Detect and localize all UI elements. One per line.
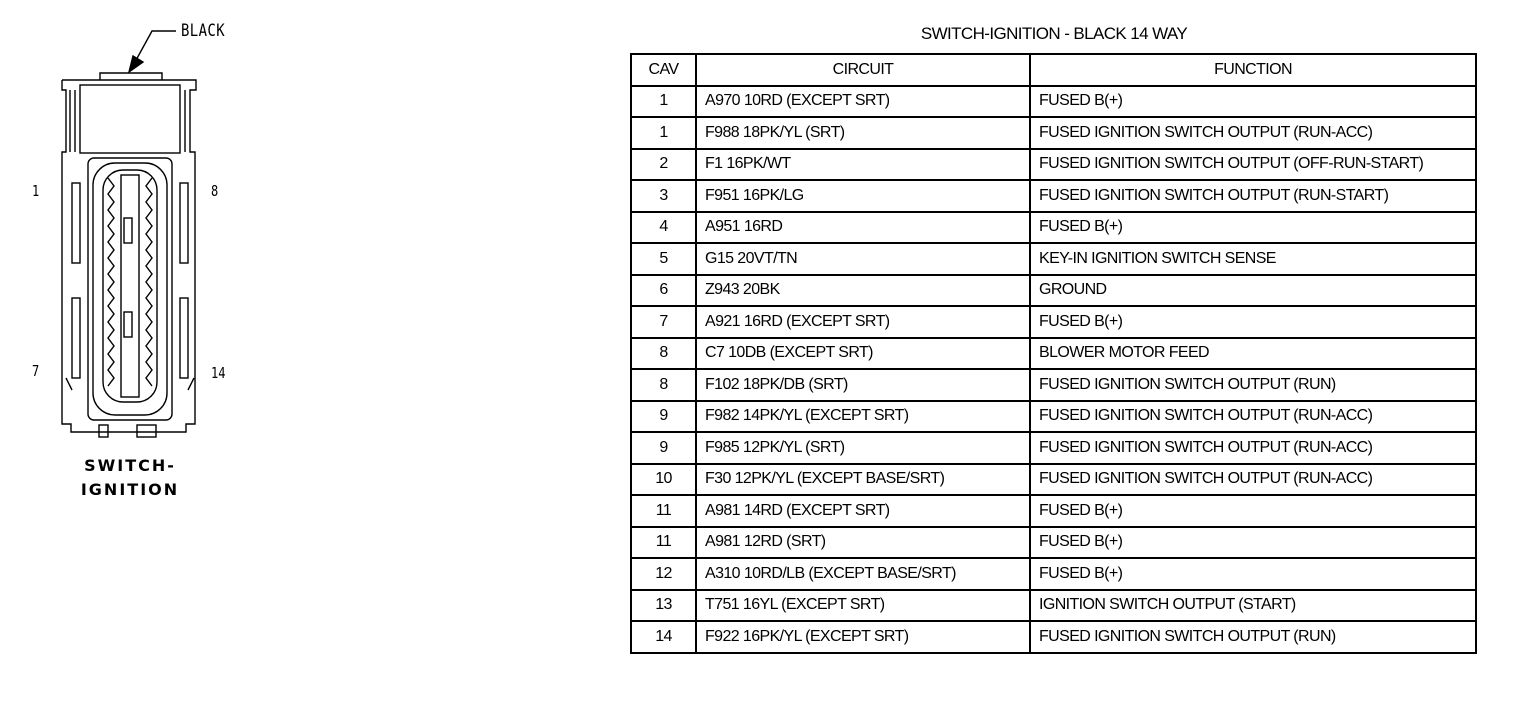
cav-cell: 8 [631, 338, 696, 370]
table-row [631, 621, 1476, 653]
table-row [631, 149, 1476, 181]
circuit-cell: F102 18PK/DB (SRT) [696, 369, 1030, 401]
circuit-cell: F982 14PK/YL (EXCEPT SRT) [696, 401, 1030, 433]
function-cell: FUSED B(+) [1030, 495, 1476, 527]
function-cell: KEY-IN IGNITION SWITCH SENSE [1030, 243, 1476, 275]
cav-cell: 14 [631, 621, 696, 653]
connector-housing [62, 73, 196, 437]
function-cell: FUSED B(+) [1030, 86, 1476, 118]
pinout-body [631, 86, 1476, 653]
connector-drawing [0, 0, 300, 520]
function-cell: FUSED IGNITION SWITCH OUTPUT (RUN-ACC) [1030, 432, 1476, 464]
cav-cell: 3 [631, 180, 696, 212]
table-row [631, 401, 1476, 433]
header-cav: CAV [631, 54, 696, 86]
function-cell: FUSED B(+) [1030, 306, 1476, 338]
circuit-cell: C7 10DB (EXCEPT SRT) [696, 338, 1030, 370]
pinout-table [630, 53, 1477, 654]
cav-cell: 8 [631, 369, 696, 401]
circuit-cell: A981 14RD (EXCEPT SRT) [696, 495, 1030, 527]
circuit-cell: G15 20VT/TN [696, 243, 1030, 275]
function-cell: FUSED IGNITION SWITCH OUTPUT (OFF-RUN-START) [1030, 149, 1476, 181]
cav-cell: 9 [631, 401, 696, 433]
connector-figure [0, 0, 300, 520]
circuit-cell: A951 16RD [696, 212, 1030, 244]
cav-cell: 7 [631, 306, 696, 338]
table-row [631, 275, 1476, 307]
circuit-cell: F1 16PK/WT [696, 149, 1030, 181]
header-function: FUNCTION [1030, 54, 1476, 86]
table-header-row [631, 54, 1476, 86]
function-cell: FUSED IGNITION SWITCH OUTPUT (RUN) [1030, 369, 1476, 401]
circuit-cell: F951 16PK/LG [696, 180, 1030, 212]
cav-cell: 9 [631, 432, 696, 464]
cav-cell: 2 [631, 149, 696, 181]
table-row [631, 369, 1476, 401]
cav-cell: 1 [631, 86, 696, 118]
function-cell: FUSED IGNITION SWITCH OUTPUT (RUN-ACC) [1030, 464, 1476, 496]
circuit-cell: A981 12RD (SRT) [696, 527, 1030, 559]
function-cell: FUSED IGNITION SWITCH OUTPUT (RUN) [1030, 621, 1476, 653]
circuit-cell: F922 16PK/YL (EXCEPT SRT) [696, 621, 1030, 653]
function-cell: FUSED IGNITION SWITCH OUTPUT (RUN-ACC) [1030, 401, 1476, 433]
table-row [631, 306, 1476, 338]
table-row [631, 464, 1476, 496]
cav-cell: 4 [631, 212, 696, 244]
table-row [631, 558, 1476, 590]
table-row [631, 590, 1476, 622]
function-cell: FUSED IGNITION SWITCH OUTPUT (RUN-ACC) [1030, 117, 1476, 149]
cavity-column [103, 170, 157, 402]
cav-cell: 1 [631, 117, 696, 149]
cav-cell: 13 [631, 590, 696, 622]
table-row [631, 243, 1476, 275]
circuit-cell: F985 12PK/YL (SRT) [696, 432, 1030, 464]
table-row [631, 86, 1476, 118]
function-cell: BLOWER MOTOR FEED [1030, 338, 1476, 370]
header-circuit: CIRCUIT [696, 54, 1030, 86]
table-row [631, 117, 1476, 149]
circuit-cell: A970 10RD (EXCEPT SRT) [696, 86, 1030, 118]
function-cell: FUSED IGNITION SWITCH OUTPUT (RUN-START) [1030, 180, 1476, 212]
pin-label-7: 7 [32, 362, 40, 380]
table-row [631, 212, 1476, 244]
function-cell: IGNITION SWITCH OUTPUT (START) [1030, 590, 1476, 622]
pin-label-14: 14 [211, 364, 226, 382]
cav-cell: 6 [631, 275, 696, 307]
function-cell: FUSED B(+) [1030, 558, 1476, 590]
cav-cell: 12 [631, 558, 696, 590]
function-cell: FUSED B(+) [1030, 527, 1476, 559]
cav-cell: 5 [631, 243, 696, 275]
cav-cell: 10 [631, 464, 696, 496]
table-row [631, 338, 1476, 370]
function-cell: GROUND [1030, 275, 1476, 307]
table-row [631, 527, 1476, 559]
table-row [631, 432, 1476, 464]
function-cell: FUSED B(+) [1030, 212, 1476, 244]
pin-label-8: 8 [211, 182, 219, 200]
circuit-cell: T751 16YL (EXCEPT SRT) [696, 590, 1030, 622]
callout-arrow [129, 31, 176, 72]
circuit-cell: A921 16RD (EXCEPT SRT) [696, 306, 1030, 338]
circuit-cell: F988 18PK/YL (SRT) [696, 117, 1030, 149]
table-row [631, 180, 1476, 212]
cav-cell: 11 [631, 495, 696, 527]
connector-name-line2: IGNITION [80, 480, 180, 499]
connector-name-line1: SWITCH- [84, 456, 176, 475]
cav-cell: 11 [631, 527, 696, 559]
circuit-cell: F30 12PK/YL (EXCEPT BASE/SRT) [696, 464, 1030, 496]
circuit-cell: Z943 20BK [696, 275, 1030, 307]
pin-label-1: 1 [32, 182, 40, 200]
table-title: SWITCH-IGNITION - BLACK 14 WAY [920, 24, 1188, 43]
table-row [631, 495, 1476, 527]
circuit-cell: A310 10RD/LB (EXCEPT BASE/SRT) [696, 558, 1030, 590]
color-callout-label: BLACK [181, 21, 226, 41]
